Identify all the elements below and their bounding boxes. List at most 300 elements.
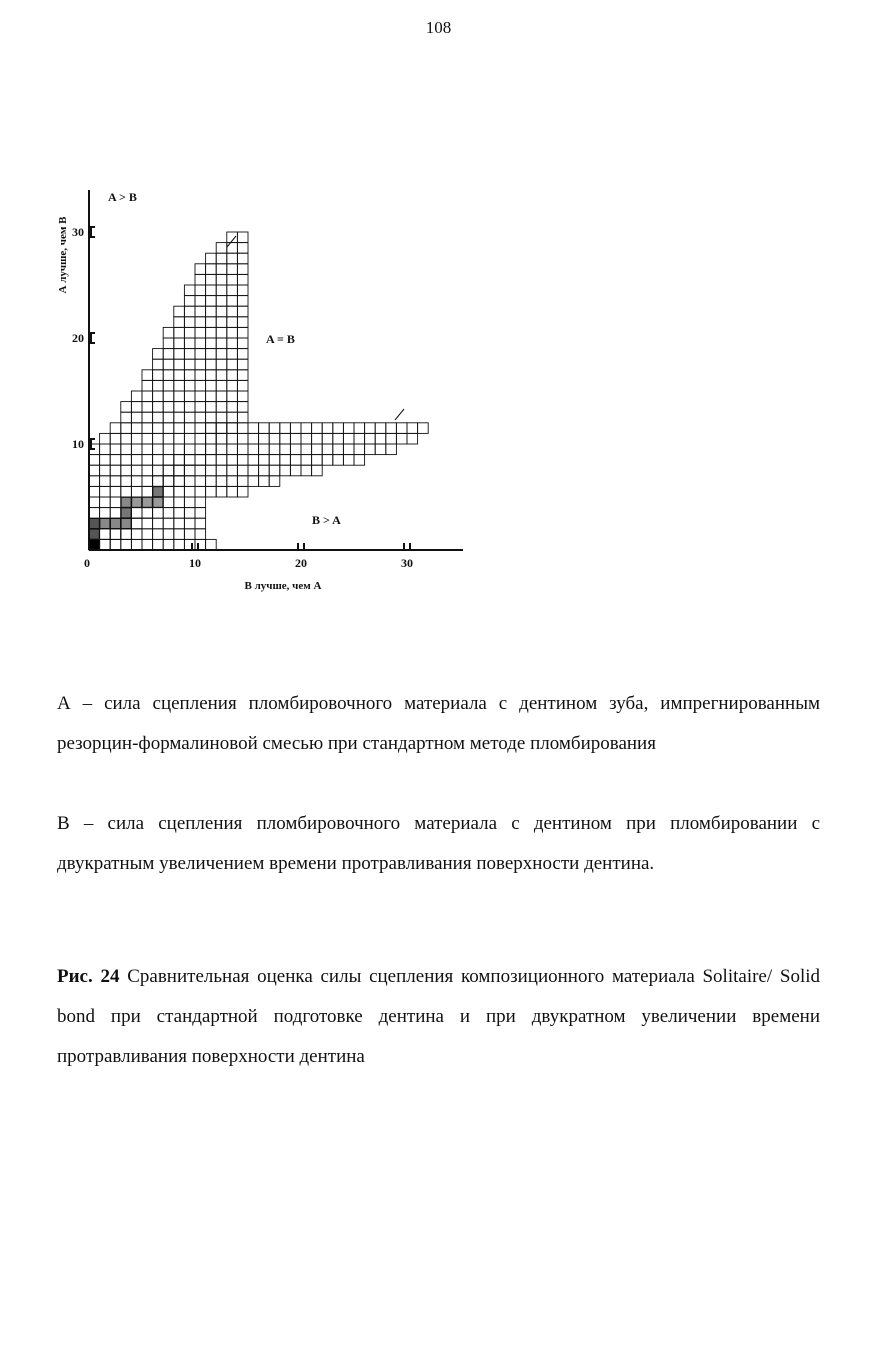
grid-cell — [227, 274, 238, 285]
grid-cell — [290, 465, 301, 476]
grid-cell — [184, 317, 195, 328]
grid-cell — [301, 433, 312, 444]
grid-cell — [227, 306, 238, 317]
grid-cell — [237, 433, 248, 444]
grid-cell — [216, 370, 227, 381]
grid-cell — [333, 455, 344, 466]
grid-cell — [142, 455, 153, 466]
grid-cell — [184, 465, 195, 476]
grid-cell — [216, 253, 227, 264]
grid-cell — [227, 423, 238, 434]
grid-cell — [206, 391, 217, 402]
grid-cell — [195, 264, 206, 275]
grid-cell — [163, 465, 174, 476]
grid-cell — [206, 433, 217, 444]
grid-cell — [174, 508, 185, 519]
grid-cell — [184, 444, 195, 455]
grid-cell — [216, 444, 227, 455]
grid-cell — [184, 338, 195, 349]
grid-cell — [206, 455, 217, 466]
grid-cell — [121, 455, 132, 466]
grid-cell — [142, 370, 153, 381]
grid-cell — [142, 380, 153, 391]
grid-cell — [237, 391, 248, 402]
grid-cell — [142, 529, 153, 540]
grid-cell — [131, 433, 142, 444]
grid-cell — [259, 455, 270, 466]
figure-caption-text: Сравнительная оценка силы сцепления композиционного материала Solitaire/ Solid bond при стандартной подготовке дентина и при двукратном увеличении времени протравливания поверхности дентина — [57, 966, 821, 1067]
grid-cell — [386, 433, 397, 444]
grid-cell — [195, 497, 206, 508]
grid-cell — [174, 338, 185, 349]
grid-cell — [174, 370, 185, 381]
grid-cell — [121, 476, 132, 487]
grid-cell — [195, 433, 206, 444]
figure-caption — [57, 957, 820, 1077]
grid-cell — [322, 444, 333, 455]
grid-cell — [354, 455, 365, 466]
grid-cell — [142, 539, 153, 550]
grid-cell — [269, 476, 280, 487]
grid-cell — [174, 529, 185, 540]
grid-cell — [195, 444, 206, 455]
grid-cell — [174, 455, 185, 466]
grid-cell — [100, 539, 111, 550]
grid-cell — [163, 508, 174, 519]
grid-cell — [131, 412, 142, 423]
grid-cell — [121, 444, 132, 455]
grid-cell — [163, 486, 174, 497]
grid-cell — [396, 423, 407, 434]
grid-cell — [153, 433, 164, 444]
shaded-cell — [100, 519, 110, 529]
grid-cell — [237, 327, 248, 338]
shaded-cell — [153, 498, 163, 508]
grid-cell — [153, 349, 164, 360]
sign-test-figure — [50, 180, 480, 600]
grid-cell — [89, 465, 100, 476]
grid-cell — [131, 518, 142, 529]
shaded-cell — [111, 519, 121, 529]
grid-cell — [163, 412, 174, 423]
grid-cell — [227, 423, 238, 434]
grid-cell — [227, 327, 238, 338]
grid-cell — [237, 402, 248, 413]
grid-cell — [227, 264, 238, 275]
legend-b-text: В – сила сцепления пломбировочного материала с дентином при пломбировании с двукратным увеличением времени протравливания поверхности дентина. — [57, 813, 820, 874]
grid-cell — [237, 349, 248, 360]
grid-cell — [280, 465, 291, 476]
grid-cell — [195, 317, 206, 328]
grid-cell — [163, 476, 174, 487]
grid-cell — [237, 455, 248, 466]
region-label-b-gt-a: B > A — [312, 513, 341, 527]
grid-cell — [343, 444, 354, 455]
grid-cell — [110, 455, 121, 466]
grid-cell — [237, 317, 248, 328]
grid-cell — [163, 327, 174, 338]
grid-cell — [163, 359, 174, 370]
grid-cell — [195, 455, 206, 466]
grid-cell — [142, 518, 153, 529]
grid-cell — [89, 497, 100, 508]
grid-cell — [206, 338, 217, 349]
grid-cell — [174, 317, 185, 328]
grid-cell — [216, 476, 227, 487]
grid-cell — [269, 433, 280, 444]
grid-cell — [237, 306, 248, 317]
grid-cell — [237, 264, 248, 275]
grid-cell — [195, 327, 206, 338]
grid-cell — [237, 476, 248, 487]
grid-cell — [89, 455, 100, 466]
grid-cell — [195, 359, 206, 370]
grid-cell — [195, 465, 206, 476]
grid-cell — [110, 497, 121, 508]
grid-cell — [216, 306, 227, 317]
grid-cell — [269, 465, 280, 476]
grid-cell — [184, 370, 195, 381]
grid-cell — [174, 380, 185, 391]
grid-cell — [322, 433, 333, 444]
grid-cell — [184, 391, 195, 402]
grid-cell — [195, 349, 206, 360]
grid-cell — [100, 539, 111, 550]
grid-cell — [195, 370, 206, 381]
grid-cell — [174, 497, 185, 508]
grid-cell — [163, 497, 174, 508]
grid-cell — [163, 402, 174, 413]
grid-cell — [110, 508, 121, 519]
shaded-cell — [153, 487, 163, 497]
grid-cell — [195, 486, 206, 497]
grid-cell — [174, 476, 185, 487]
grid-cell — [174, 359, 185, 370]
grid-cell — [216, 338, 227, 349]
grid-cell — [206, 476, 217, 487]
grid-cell — [354, 433, 365, 444]
grid-cell — [227, 391, 238, 402]
grid-cell — [163, 338, 174, 349]
grid-cell — [131, 529, 142, 540]
grid-cell — [184, 412, 195, 423]
grid-cell — [237, 444, 248, 455]
grid-cell — [163, 444, 174, 455]
grid-cell — [227, 486, 238, 497]
grid-cell — [195, 455, 206, 466]
grid-cell — [174, 455, 185, 466]
grid-cell — [195, 412, 206, 423]
grid-cell — [142, 476, 153, 487]
grid-cell — [131, 402, 142, 413]
legend-b — [57, 804, 820, 884]
grid-cell — [184, 444, 195, 455]
shaded-cell — [90, 540, 100, 550]
grid-cell — [89, 486, 100, 497]
grid-cell — [333, 433, 344, 444]
grid-cell — [290, 433, 301, 444]
grid-cell — [163, 455, 174, 466]
grid-cell — [110, 444, 121, 455]
grid-cell — [386, 444, 397, 455]
grid-cell — [131, 508, 142, 519]
grid-cell — [121, 423, 132, 434]
legend-a-text: А – сила сцепления пломбировочного материала с дентином зуба, импрегнированным резорцин-формалиновой смесью при стандартном методе пломбирования — [57, 693, 820, 754]
grid-cell — [184, 529, 195, 540]
grid-cell — [121, 529, 132, 540]
grid-cell — [227, 370, 238, 381]
grid-cell — [407, 433, 418, 444]
grid-cell — [153, 423, 164, 434]
grid-cell — [100, 455, 111, 466]
grid-cell — [100, 529, 111, 540]
grid-cell — [184, 539, 195, 550]
grid-cell — [195, 529, 206, 540]
grid-cell — [184, 476, 195, 487]
grid-cell — [163, 380, 174, 391]
figure-label: Рис. 24 — [57, 966, 120, 987]
grid-cell — [248, 444, 259, 455]
grid-cell — [153, 518, 164, 529]
region-label-a-gt-b: A > B — [108, 190, 137, 204]
grid-cell — [163, 349, 174, 360]
grid-cell — [89, 508, 100, 519]
grid-cell — [227, 412, 238, 423]
grid-cell — [237, 465, 248, 476]
x-tick-label: 0 — [84, 556, 90, 570]
grid-cell — [174, 306, 185, 317]
grid-cell — [396, 433, 407, 444]
grid-cell — [153, 402, 164, 413]
grid-cell — [163, 539, 174, 550]
grid-cell — [237, 359, 248, 370]
grid-cell — [237, 296, 248, 307]
x-tick-label: 10 — [189, 556, 201, 570]
grid-cell — [153, 380, 164, 391]
grid-cell — [121, 465, 132, 476]
shaded-cell — [90, 519, 100, 529]
grid-cell — [195, 423, 206, 434]
grid-cell — [110, 529, 121, 540]
grid-cell — [184, 433, 195, 444]
grid-cell — [184, 497, 195, 508]
grid-cell — [89, 476, 100, 487]
grid-cell — [142, 423, 153, 434]
grid-cell — [354, 444, 365, 455]
grid-cell — [184, 508, 195, 519]
grid-cell — [227, 243, 238, 254]
grid-cell — [290, 455, 301, 466]
upper-band-end-marker — [227, 236, 236, 247]
grid-cell — [206, 380, 217, 391]
grid-cell — [259, 444, 270, 455]
grid-cell — [110, 476, 121, 487]
grid-cell — [259, 433, 270, 444]
grid-cell — [301, 444, 312, 455]
grid-cell — [195, 518, 206, 529]
grid-cell — [195, 380, 206, 391]
grid-cell — [237, 423, 248, 434]
grid-cell — [195, 306, 206, 317]
grid-cell — [206, 486, 217, 497]
grid-cell — [174, 423, 185, 434]
grid-cell — [195, 274, 206, 285]
grid-cell — [121, 412, 132, 423]
grid-cell — [259, 476, 270, 487]
grid-cell — [100, 465, 111, 476]
grid-cell — [131, 518, 142, 529]
grid-cell — [174, 476, 185, 487]
grid-cell — [216, 285, 227, 296]
grid-cell — [131, 391, 142, 402]
x-tick-label: 20 — [295, 556, 307, 570]
grid-cell — [290, 423, 301, 434]
shaded-cell — [132, 498, 142, 508]
grid-cell — [248, 476, 259, 487]
grid-cell — [184, 349, 195, 360]
grid-cell — [100, 508, 111, 519]
grid-cell — [184, 423, 195, 434]
grid-cell — [301, 423, 312, 434]
grid-cell — [206, 402, 217, 413]
grid-cell — [365, 423, 376, 434]
grid-cell — [184, 518, 195, 529]
grid-cell — [216, 274, 227, 285]
grid-cell — [227, 253, 238, 264]
grid-cell — [227, 465, 238, 476]
grid-cell — [174, 402, 185, 413]
grid-cell — [206, 412, 217, 423]
grid-cell — [184, 285, 195, 296]
grid-cell — [248, 465, 259, 476]
grid-cell — [206, 539, 217, 550]
grid-cell — [216, 402, 227, 413]
grid-cell — [343, 423, 354, 434]
grid-cell — [174, 412, 185, 423]
grid-cell — [153, 455, 164, 466]
grid-cell — [163, 423, 174, 434]
grid-cell — [365, 433, 376, 444]
grid-cell — [100, 497, 111, 508]
grid-cell — [131, 423, 142, 434]
grid-cell — [174, 444, 185, 455]
grid-cell — [216, 433, 227, 444]
shaded-cell — [121, 519, 131, 529]
grid-cell — [100, 529, 111, 540]
grid-cell — [163, 476, 174, 487]
grid-cell — [195, 444, 206, 455]
grid-cell — [110, 433, 121, 444]
grid-cell — [259, 423, 270, 434]
grid-cell — [184, 465, 195, 476]
grid-cell — [163, 529, 174, 540]
grid-cell — [131, 508, 142, 519]
grid-cell — [174, 391, 185, 402]
grid-cell — [206, 444, 217, 455]
grid-cell — [174, 465, 185, 476]
grid-cell — [259, 465, 270, 476]
x-axis-label: В лучше, чем А — [244, 580, 322, 592]
grid-cell — [312, 455, 323, 466]
grid-cell — [100, 444, 111, 455]
grid-cell — [153, 539, 164, 550]
grid-cell — [237, 274, 248, 285]
grid-cell — [110, 423, 121, 434]
grid-cell — [206, 370, 217, 381]
grid-cell — [174, 327, 185, 338]
grid-cell — [312, 465, 323, 476]
grid-cell — [365, 444, 376, 455]
grid-cell — [237, 412, 248, 423]
grid-cell — [418, 423, 429, 434]
grid-cell — [386, 423, 397, 434]
grid-cell — [280, 444, 291, 455]
grid-cell — [131, 486, 142, 497]
grid-cell — [142, 508, 153, 519]
x-tick-label: 30 — [401, 556, 413, 570]
shaded-cell — [121, 508, 131, 518]
y-tick-label: 30 — [72, 225, 84, 239]
grid-cell — [195, 402, 206, 413]
grid-cell — [131, 539, 142, 550]
grid-cell — [142, 391, 153, 402]
grid-cell — [174, 518, 185, 529]
grid-cell — [121, 539, 132, 550]
grid-cell — [227, 476, 238, 487]
grid-cell — [312, 433, 323, 444]
grid-cell — [163, 391, 174, 402]
shaded-cell — [90, 529, 100, 539]
grid-cell — [227, 349, 238, 360]
grid-cell — [100, 476, 111, 487]
grid-cell — [237, 243, 248, 254]
grid-cell — [184, 380, 195, 391]
grid-cell — [153, 359, 164, 370]
grid-cell — [237, 253, 248, 264]
grid-cell — [153, 476, 164, 487]
grid-cell — [248, 423, 259, 434]
grid-cell — [269, 444, 280, 455]
grid-cell — [163, 370, 174, 381]
grid-cell — [237, 370, 248, 381]
grid-cell — [110, 529, 121, 540]
grid-cell — [312, 444, 323, 455]
grid-cell — [121, 402, 132, 413]
y-tick-mark — [91, 227, 95, 237]
grid-cell — [110, 539, 121, 550]
grid-cell — [227, 338, 238, 349]
grid-cell — [100, 486, 111, 497]
grid-cell — [269, 423, 280, 434]
grid-cell — [216, 391, 227, 402]
grid-cell — [195, 296, 206, 307]
grid-cell — [184, 327, 195, 338]
grid-cell — [216, 423, 227, 434]
y-tick-label: 10 — [72, 437, 84, 451]
grid-cell — [216, 486, 227, 497]
grid-cell — [206, 264, 217, 275]
grid-cell — [184, 296, 195, 307]
grid-cell — [216, 327, 227, 338]
y-tick-mark — [91, 333, 95, 343]
grid-cell — [333, 423, 344, 434]
grid-cell — [216, 349, 227, 360]
grid-cell — [142, 486, 153, 497]
grid-cell — [280, 433, 291, 444]
grid-cell — [227, 380, 238, 391]
grid-cell — [195, 539, 206, 550]
grid-cell — [227, 317, 238, 328]
